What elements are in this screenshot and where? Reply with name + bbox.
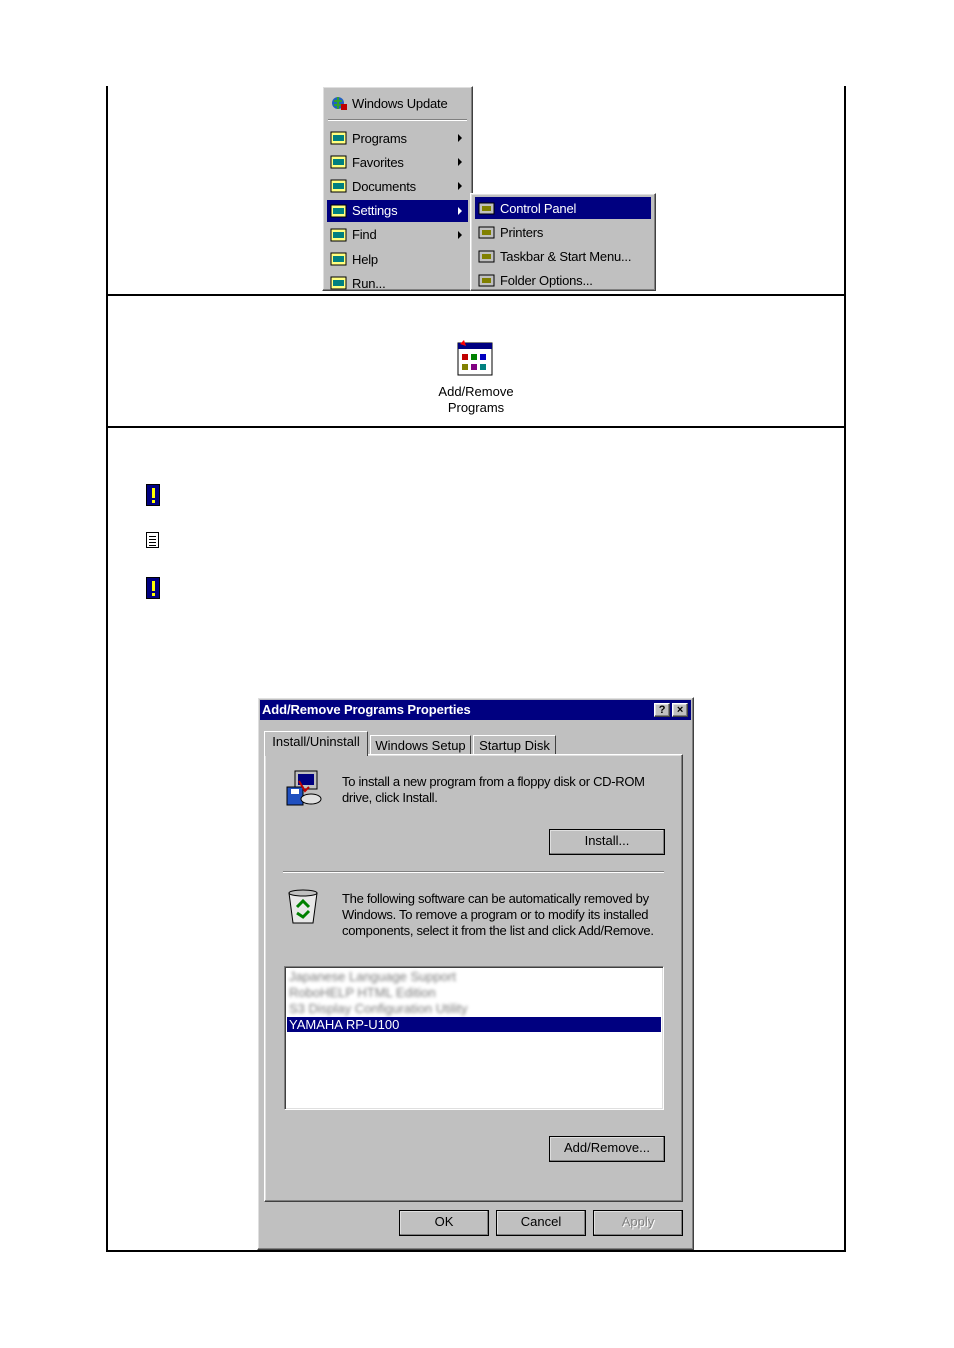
ok-button[interactable] <box>399 1210 489 1236</box>
remove-instructions: The following software can be automatically removed by Windows. To remove a program or to modify its installed components, select it from the list and click Add/Remove. <box>342 891 654 938</box>
menu-item-label: Help <box>352 251 378 267</box>
close-icon: × <box>676 704 684 716</box>
program-list-item[interactable]: Japanese Language Support <box>289 969 456 984</box>
tab-label: Startup Disk <box>479 738 550 753</box>
menu-item-label: Documents <box>352 178 416 194</box>
button-label: Apply <box>621 1214 655 1229</box>
windows-update-icon <box>330 95 348 111</box>
tab-install-uninstall[interactable] <box>264 731 368 756</box>
program-list-item[interactable]: S3 Display Configuration Utility <box>289 1001 468 1016</box>
submenu-item-printers[interactable] <box>475 221 651 243</box>
button-label: Install... <box>584 833 630 848</box>
menu-item-label: Programs <box>352 130 407 146</box>
section-divider <box>106 294 846 296</box>
cancel-button[interactable] <box>496 1210 586 1236</box>
dialog-titlebar <box>260 700 691 720</box>
menu-item-find[interactable] <box>327 224 468 246</box>
submenu-arrow-icon <box>458 158 462 166</box>
help-button[interactable] <box>654 703 670 717</box>
menu-item-help[interactable] <box>327 248 468 270</box>
printers-icon <box>478 224 496 240</box>
submenu-item-taskbarstartmenu[interactable] <box>475 245 651 267</box>
menu-item-label: Windows Update <box>352 95 448 111</box>
tab-label: Install/Uninstall <box>272 734 360 749</box>
folder-options-icon <box>478 272 496 288</box>
menu-item-windows-update[interactable] <box>327 92 468 114</box>
menu-item-programs[interactable] <box>327 127 468 149</box>
recycle-bin-icon <box>285 887 321 927</box>
program-list-item[interactable]: RoboHELP HTML Edition <box>289 985 436 1000</box>
tab-label: Windows Setup <box>375 738 466 753</box>
menu-item-label: Control Panel <box>500 200 577 216</box>
button-label: Add/Remove... <box>564 1140 650 1155</box>
add-remove-programs-label <box>400 384 552 416</box>
control-panel-icon <box>478 200 496 216</box>
install-instructions: To install a new program from a floppy disk or CD-ROM drive, click Install. <box>342 774 645 805</box>
button-label: OK <box>434 1214 454 1229</box>
menu-separator <box>328 119 467 121</box>
label-line: Add/Remove <box>438 384 514 399</box>
settings-submenu <box>470 193 656 291</box>
dialog-title: Add/Remove Programs Properties <box>262 702 471 717</box>
menu-item-documents[interactable] <box>327 175 468 197</box>
menu-item-label: Run... <box>352 275 386 291</box>
label-line: Programs <box>447 400 505 415</box>
favorites-icon <box>330 154 348 170</box>
program-list-item[interactable]: YAMAHA RP-U100 <box>287 1017 661 1032</box>
submenu-item-folderoptions[interactable] <box>475 269 651 291</box>
add-remove-button[interactable] <box>549 1136 665 1162</box>
install-uninstall-panel <box>264 754 683 1202</box>
programs-list[interactable] <box>284 966 664 1110</box>
submenu-arrow-icon <box>458 231 462 239</box>
menu-item-label: Find <box>352 227 377 243</box>
menu-item-favorites[interactable] <box>327 151 468 173</box>
start-menu <box>322 86 473 291</box>
menu-item-label: Favorites <box>352 154 404 170</box>
menu-item-label: Printers <box>500 224 544 240</box>
programs-icon <box>330 130 348 146</box>
taskbar-icon <box>478 248 496 264</box>
separator <box>283 871 664 873</box>
close-button[interactable] <box>672 703 688 717</box>
documents-icon <box>330 178 348 194</box>
memo-icon <box>146 532 159 548</box>
section-divider <box>106 426 846 428</box>
install-button[interactable] <box>549 829 665 855</box>
find-icon <box>330 227 348 243</box>
submenu-arrow-icon <box>458 182 462 190</box>
submenu-arrow-icon <box>458 207 462 215</box>
menu-item-run[interactable] <box>327 272 468 294</box>
warning-icon <box>146 484 160 506</box>
menu-item-label: Settings <box>352 203 398 219</box>
button-label: Cancel <box>520 1214 562 1229</box>
run-icon <box>330 275 348 291</box>
help-icon: ? <box>658 704 666 716</box>
add-remove-programs-icon[interactable] <box>456 340 496 378</box>
menu-item-settings[interactable] <box>327 200 468 222</box>
add-remove-programs-dialog <box>257 697 694 1250</box>
warning-icon <box>146 577 160 599</box>
settings-icon <box>330 203 348 219</box>
apply-button <box>593 1210 683 1236</box>
menu-item-label: Taskbar & Start Menu... <box>500 248 632 264</box>
install-icon <box>283 769 323 809</box>
submenu-arrow-icon <box>458 134 462 142</box>
help-icon <box>330 251 348 267</box>
submenu-item-controlpanel[interactable] <box>475 197 651 219</box>
menu-item-label: Folder Options... <box>500 272 593 288</box>
